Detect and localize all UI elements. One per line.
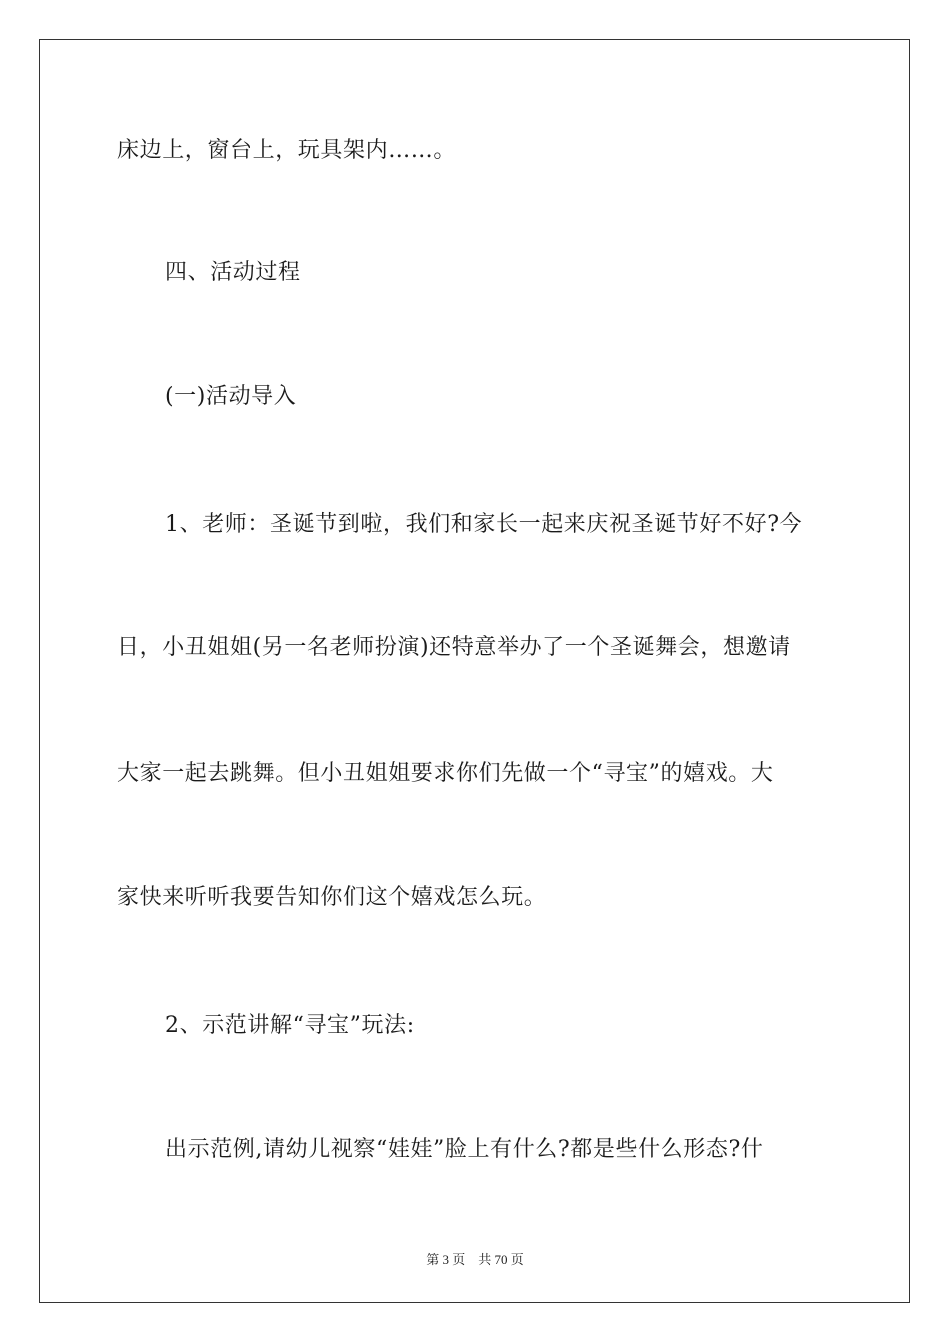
section-heading-activity-process: 四、活动过程 bbox=[165, 260, 301, 285]
paragraph-line-6: 大家一起去跳舞。但小丑姐姐要求你们先做一个“寻宝”的嬉戏。大 bbox=[117, 761, 774, 786]
page-border bbox=[39, 39, 910, 1303]
paragraph-line-5: 日，小丑姐姐(另一名老师扮演)还特意举办了一个圣诞舞会，想邀请 bbox=[117, 635, 791, 660]
subsection-heading-activity-intro: (一)活动导入 bbox=[165, 384, 297, 409]
page-number-footer: 第 3 页 共 70 页 bbox=[426, 1252, 524, 1267]
paragraph-line-1: 床边上，窗台上，玩具架内……。 bbox=[117, 138, 457, 163]
paragraph-line-7: 家快来听听我要告知你们这个嬉戏怎么玩。 bbox=[117, 885, 547, 910]
paragraph-line-8: 2、示范讲解“寻宝”玩法: bbox=[165, 1013, 415, 1038]
paragraph-line-9: 出示范例,请幼儿视察“娃娃”脸上有什么?都是些什么形态?什 bbox=[165, 1137, 764, 1162]
paragraph-line-4: 1、老师：圣诞节到啦，我们和家长一起来庆祝圣诞节好不好?今 bbox=[165, 512, 803, 537]
